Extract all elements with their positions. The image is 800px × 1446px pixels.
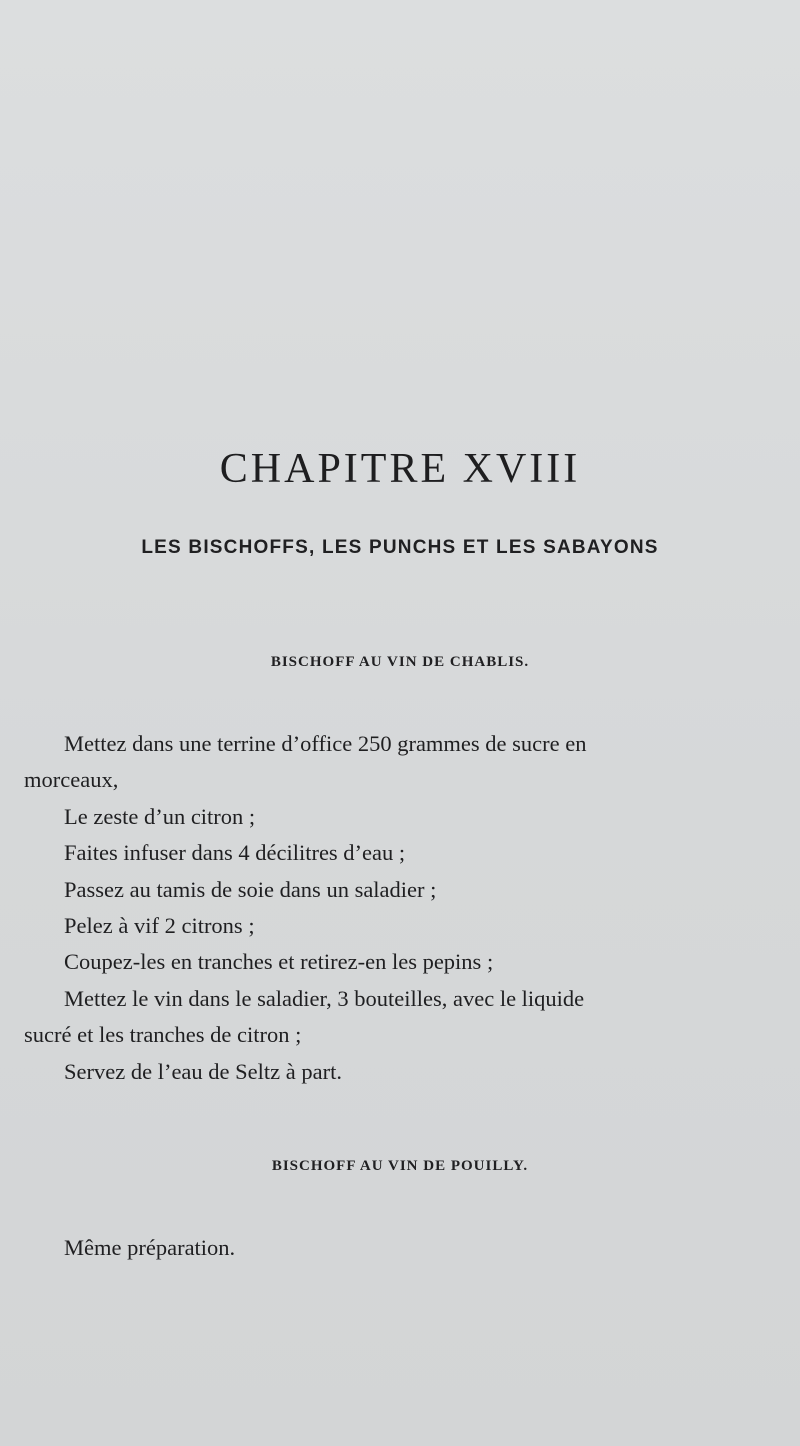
recipe-line: Servez de l’eau de Seltz à part.: [64, 1058, 342, 1084]
recipe-line: sucré et les tranches de citron ;: [24, 1022, 302, 1048]
recipe-line: Faites infuser dans 4 décilitres d’eau ;: [64, 840, 406, 866]
chapter-title: CHAPITRE XVIII: [219, 446, 581, 492]
recipe-heading-chablis: BISCHOFF AU VIN DE CHABLIS.: [270, 654, 530, 670]
recipe-line: morceaux,: [24, 767, 119, 793]
recipe-line: Pelez à vif 2 citrons ;: [64, 913, 255, 939]
recipe-line: Le zeste d’un citron ;: [64, 803, 256, 829]
recipe-line: Mettez le vin dans le saladier, 3 bouteilles, avec le liquide: [64, 985, 585, 1011]
recipe-line: Coupez-les en tranches et retirez-en les pepins ;: [64, 949, 494, 975]
chapter-subtitle: LES BISCHOFFS, LES PUNCHS ET LES SABAYONS: [141, 537, 659, 558]
recipe-heading-pouilly: BISCHOFF AU VIN DE POUILLY.: [271, 1158, 529, 1174]
recipe-line: Passez au tamis de soie dans un saladier ;: [64, 876, 437, 902]
recipe-line: Même préparation.: [64, 1235, 236, 1260]
recipe-line: Mettez dans une terrine d’office 250 grammes de sucre en: [64, 731, 587, 756]
recipe-body-chablis: [0, 726, 800, 1090]
recipe-body-pouilly: [0, 1230, 800, 1266]
